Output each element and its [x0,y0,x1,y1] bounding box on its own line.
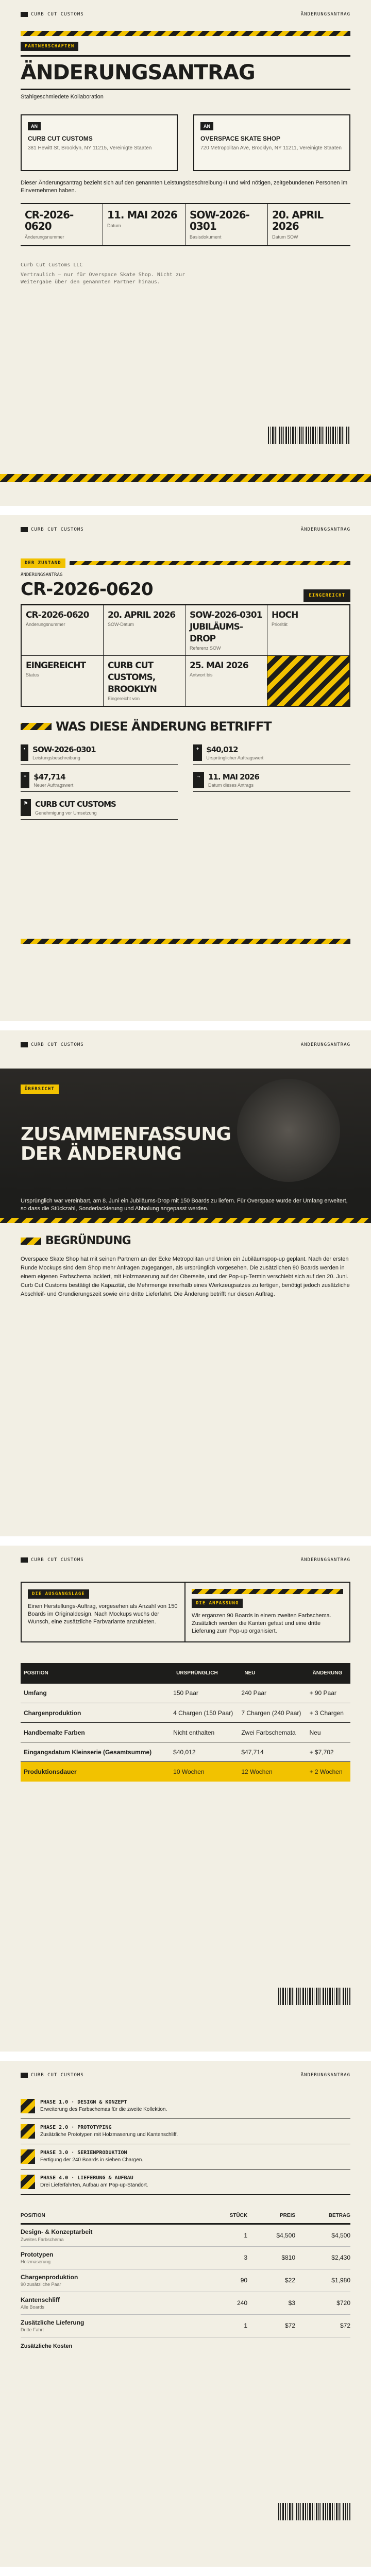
logo-icon [21,2073,28,2078]
party-address: 720 Metropolitan Ave, Brooklyn, NY 11211, Vereinigte Staaten [200,145,342,151]
page-5 [0,2061,371,2576]
section-title: WAS DIESE ÄNDERUNG BETRIFFT [56,719,272,734]
party-b-card [193,114,350,171]
after-panel: DIE ANPASSUNG Wir ergänzen 90 Boards in einem zweiten Farbschema. Zusätzlich werden die Kanten gefast und eine dritte Lieferung zum Pop-up organisiert. [185,1583,349,1641]
header-right: ÄNDERUNGSANTRAG [300,12,350,17]
party-address: 381 Hewitt St, Brooklyn, NY 11215, Vereinigte Staaten [28,145,152,151]
barcode [268,427,350,444]
header-left: CURB CUT CUSTOMS [31,1557,84,1563]
page-header [0,0,371,18]
table-row: Prototypen Holzmaserung 3 $810 $2,430 [21,2246,350,2269]
arrow-icon: → [193,772,204,788]
hero-banner [0,1069,371,1192]
phase-item: PHASE 1.0 · DESIGN & KONZEPT Erweiterung des Farbschemas für die zweite Kollektion. [21,2094,350,2119]
meta-cell: 20. APRIL 2026 SOW-Datum [104,605,185,656]
hero-text: Ursprünglich war vereinbart, am 8. Juni ein Jubiläums-Drop mit 150 Boards zu liefern. Für Overspace wurde der Umfang erweitert, so dass die Stückzahl, Sonderlackierung und Abholung angepasst werden. [0,1192,371,1218]
table-row: Handbemalte Farben Nicht enthalten Zwei Farbschemata Neu [21,1723,350,1742]
flag-icon: ⚑ [21,799,31,816]
affect-item: • SOW-2026-0301 Leistungsbeschreibung [21,741,178,765]
header-right: ÄNDERUNGSANTRAG [300,1042,350,1047]
fact-cell: SOW-2026-0301 Basisdokument [185,204,268,245]
header-left: CURB CUT CUSTOMS [31,12,84,17]
comparison-grid [21,1582,350,1642]
meta-grid [21,605,350,707]
meta-cell: EINGEREICHT Status [22,656,104,706]
cost-table: POSITION STÜCK PREIS BETRAG Design- & Konzeptarbeit Zweites Farbschema 1 $4,500 $4,500 Prototypen Holzmaserung 3 $810 $2,430 Chargenproduktion 90 zusätzliche Paar 90 $22 $1,980 Kantenschliff Alle Boards 240 $3 $720 Zusätzliche Lieferung Dritte Fahrt 1 $72 $72 [21,2208,350,2337]
note-title: Curb Cut Customs LLC [21,262,83,268]
hazard-stripe [70,561,350,565]
header-left: CURB CUT CUSTOMS [31,1042,84,1047]
table-row: Produktionsdauer 10 Wochen 12 Wochen + 2 Wochen [21,1762,350,1782]
change-id-title: CR-2026-0620 [21,579,153,600]
table-row: Kantenschliff Alle Boards 240 $3 $720 [21,2292,350,2314]
fact-strip [21,203,350,246]
table-row: Chargenproduktion 4 Chargen (150 Paar) 7 Chargen (240 Paar) + 3 Chargen [21,1703,350,1723]
party-chip: AN [200,122,213,130]
affect-item: = $47,714 Neuer Auftragswert [21,769,178,792]
hazard-stripe [192,1589,343,1594]
header-right: ÄNDERUNGSANTRAG [300,527,350,532]
meta-cell: SOW-2026-0301 JUBILÄUMS-DROP Referenz SOW [185,605,267,656]
page-title: ÄNDERUNGSANTRAG [21,55,350,90]
equals-icon: = [21,772,29,788]
page-1 [0,0,371,515]
phase-list [0,2078,371,2195]
page-subtitle: Stahlgeschmiedete Kollaboration [21,94,104,100]
table-row: Chargenproduktion 90 zusätzliche Paar 90 $22 $1,980 [21,2269,350,2292]
header-left: CURB CUT CUSTOMS [31,527,84,532]
barcode [278,1988,350,2005]
body-text: Overspace Skate Shop hat mit seinen Partnern an der Ecke Metropolitan und Union ein Jubiläumspop-up geplant. Nach der ersten Runde Mockups sind dem Shop mehr Anfragen zugegangen, als ursprünglich vorgesehen. Die zusätzlichen 90 Boards werden in einem eigenen Farbschema lackiert, mit Holzmaserung auf der Oberseite, und der Pop-up-Termin verschiebt sich auf den 20. Juni. Curb Cut Customs bestätigt die Kapazität, die Mehrmenge innerhalb eines Werkzeugsatzes zu fertigen, benötigt jedoch zusätzliche Abschleif- und Grundierungszeit sowie eine dritte Lieferfahrt. Die Änderung betrifft nur diesen Auftrag. [21,1256,350,1297]
hazard-stripe [21,31,350,36]
section-tag: PARTNERSCHAFTEN [21,42,78,51]
header-left: CURB CUT CUSTOMS [31,2073,84,2078]
page-3 [0,1030,371,1546]
logo-icon [21,1557,28,1563]
hazard-stripe [0,474,371,482]
hazard-stripe [21,723,52,730]
table-row: Design- & Konzeptarbeit Zweites Farbschema 1 $4,500 $4,500 [21,2224,350,2246]
change-table: POSITION URSPRÜNGLICH NEU ÄNDERUNG Umfang 150 Paar 240 Paar + 90 Paar Chargenproduktion 4 Chargen (150 Paar) 7 Chargen (240 Paar) + 3 Chargen Handbemalte Farben Nicht enthalten Zwei Farbschemata Neu Eingangsdatum Kleinserie (Gesamtsumme) $40,012 $47,714 + $7,702 Produktionsdauer 10 Wochen 12 Wochen + 2 Wochen [21,1663,350,1782]
confidential-note: Vertraulich — nur für Overspace Skate Shop. Nicht zur Weitergabe über den genannten Partner hinaus. [21,272,185,285]
affect-item: + $40,012 Ursprünglicher Auftragswert [193,741,350,765]
header-right: ÄNDERUNGSANTRAG [300,1557,350,1563]
fact-cell: 20. APRIL 2026 Datum SOW [272,208,324,240]
section-title: BEGRÜNDUNG [45,1234,131,1247]
hazard-stripe [21,939,350,944]
before-panel: DIE AUSGANGSLAGE Einen Herstellungs-Auftrag, vorgesehen als Anzahl von 150 Boards im Originaldesign. Nach Mockups wuchs der Wunsch, eine zusätzliche Farbvariante anzubieten. [22,1583,185,1641]
bullet-icon: • [21,744,28,761]
logo-icon [21,1042,28,1047]
fact-cell: 11. MAI 2026 Datum [103,204,185,245]
party-name: OVERSPACE SKATE SHOP [200,135,280,143]
hazard-stripe [0,1218,371,1223]
subtotal-label: Zusätzliche Kosten [21,2343,73,2349]
section-tag: DER ZUSTAND [21,558,65,568]
fact-cell: CR-2026-0620 Änderungsnummer [21,204,103,245]
kicker: ÄNDERUNGSANTRAG [21,572,63,578]
page-4 [0,1546,371,2061]
barcode [278,2503,350,2520]
table-row: Eingangsdatum Kleinserie (Gesamtsumme) $40,012 $47,714 + $7,702 [21,1742,350,1762]
header-right: ÄNDERUNGSANTRAG [300,2073,350,2078]
section-tag: ÜBERSICHT [21,1084,59,1094]
affect-item: ⚑ CURB CUT CUSTOMS Genehmigung vor Umsetzung [21,796,178,819]
meta-cell: CR-2026-0620 Änderungsnummer [22,605,104,656]
affects-grid [21,741,350,820]
meta-cell: 25. MAI 2026 Antwort bis [185,656,267,706]
party-chip: AN [28,122,41,130]
intro-text: Dieser Änderungsantrag bezieht sich auf den genannten Leistungsbeschreibung-II und wird nötigen, zeitgebundenen Personen im Einvernehmen haben. [21,180,348,194]
phase-item: PHASE 3.0 · SERIENPRODUKTION Fertigung der 240 Boards in sieben Chargen. [21,2144,350,2170]
meta-cell: CURB CUT CUSTOMS, BROOKLYN Eingereicht von [104,656,185,706]
logo-icon [21,12,28,17]
table-row: Umfang 150 Paar 240 Paar + 90 Paar [21,1684,350,1703]
hero-title: ZUSAMMENFASSUNG DER ÄNDERUNG [21,1124,231,1165]
table-row: Zusätzliche Lieferung Dritte Fahrt 1 $72 $72 [21,2314,350,2337]
hazard-stripe [21,1238,41,1245]
hazard-stripe [267,656,349,706]
affect-item: → 11. MAI 2026 Datum dieses Antrags [193,769,350,792]
phase-item: PHASE 4.0 · LIEFERUNG & AUFBAU Drei Lieferfahrten, Aufbau am Pop-up-Standort. [21,2170,350,2195]
plus-icon: + [193,744,202,761]
logo-icon [21,527,28,532]
party-a-card [21,114,178,171]
meta-cell: HOCH Priorität [267,605,349,656]
phase-item: PHASE 2.0 · PROTOTYPING Zusätzliche Prototypen mit Holzmaserung und Kantenschliff. [21,2119,350,2144]
party-name: CURB CUT CUSTOMS [28,135,93,143]
page-2 [0,515,371,1030]
status-badge: EINGEREICHT [303,589,350,602]
